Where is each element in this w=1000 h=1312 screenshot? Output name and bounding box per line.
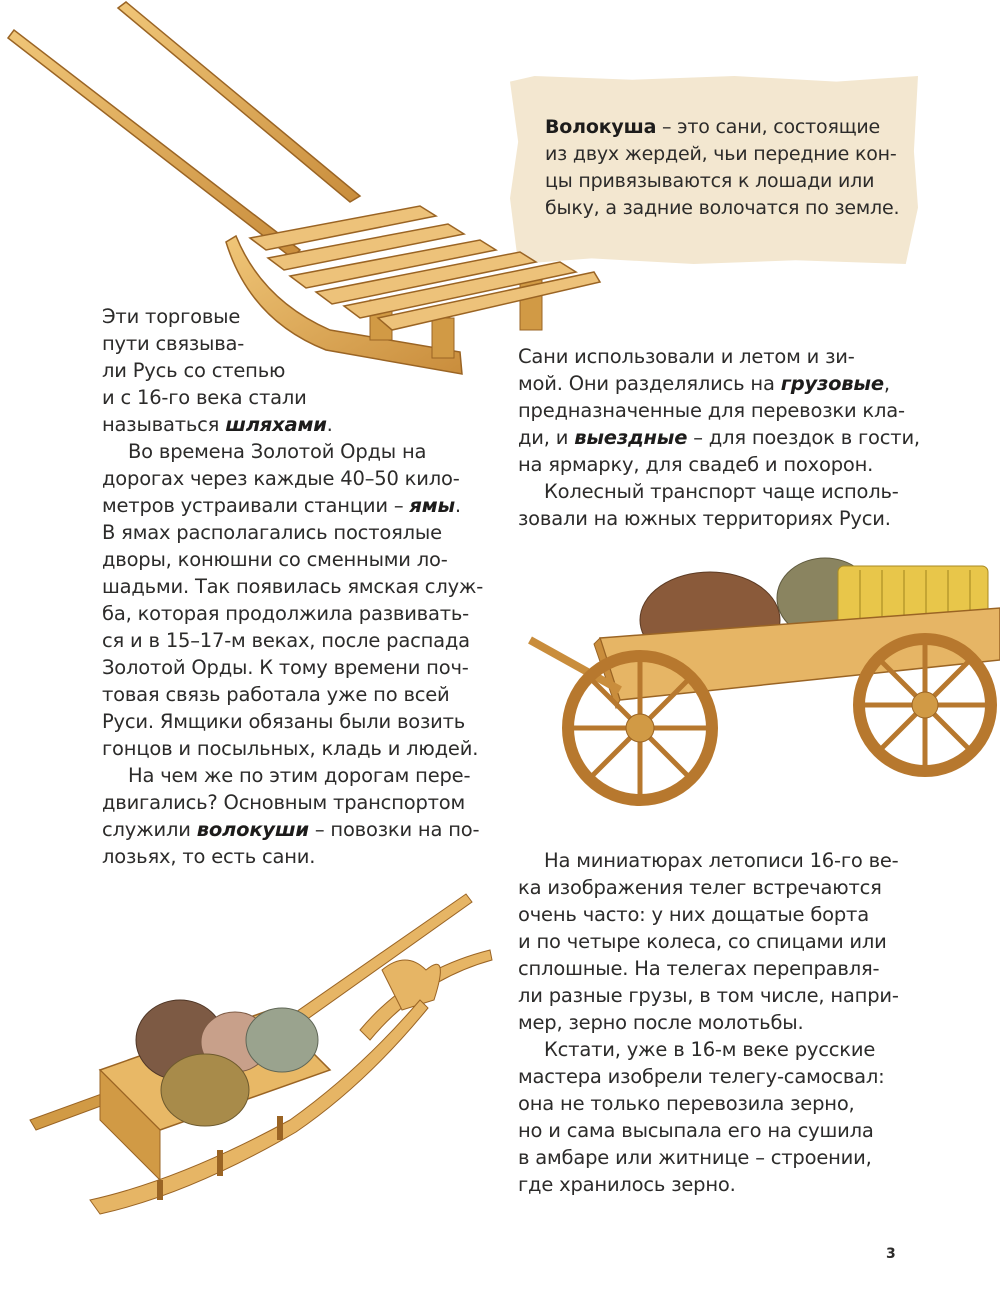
term-gruzovye: грузовые — [780, 372, 884, 395]
right-column-top-text: Сани использовали и летом и зи- мой. Они разделялись на грузовые, предназначенные для перевозки кла- ди, и выездные – для поездок в гости, на ярмарку, для свадеб и похорон. Колесный транспорт чаще исполь- зовали на южных территориях Руси. — [518, 345, 920, 530]
term-yamy: ямы — [409, 494, 455, 517]
term-shlyakhi: шляхами — [225, 413, 327, 436]
term-volokusha: Волокуша — [545, 116, 657, 138]
cargo-sled-illustration — [30, 880, 500, 1240]
term-volokushi: волокуши — [196, 818, 309, 841]
left-column-text: Эти торговые пути связыва- ли Русь со степью и с 16-го века стали называться шляхами. Во времена Золотой Орды на дорогах через каждые 40–50 кило- метров устраивали станции – ямы. В ямах располагались постоялые дворы, конюшни со сменными ло- шадьми. Так появилась ямская служ- ба, которая продолжила развивать- ся и в 15–17-м веках, после распада Золотой Орды. К тому времени поч- товая связь работала уже по всей Руси. Ямщики обязаны были возить гонцов и посыльных, кладь и людей. На чем же по этим дорогам пере- двигались? Основным транспортом служили волокуши – повозки на по- лозьях, то есть сани. — [102, 305, 484, 868]
right-column-bottom-text: На миниатюрах летописи 16-го ве- ка изображения телег встречаются очень часто: у них дощатые борта и по четыре колеса, со спицами или сплошные. На телегах переправля- ли разные грузы, в том числе, напри- мер, зерно после молотьбы. Кстати, уже в 16-м веке русские мастера изобрели телегу-самосвал: она не только перевозила зерно, но и сама высыпала его на сушила в амбаре или житнице – строении, где хранилось зерно. — [518, 849, 899, 1196]
page-number: 3 — [886, 1246, 896, 1262]
term-vyezdnye: выездные — [574, 426, 688, 449]
definition-callout: Волокуша – это сани, состоящие из двух жердей, чьи передние кон- цы привязываются к лошади или быку, а задние волочатся по земле. — [545, 116, 900, 219]
cart-illustration — [520, 540, 1000, 840]
